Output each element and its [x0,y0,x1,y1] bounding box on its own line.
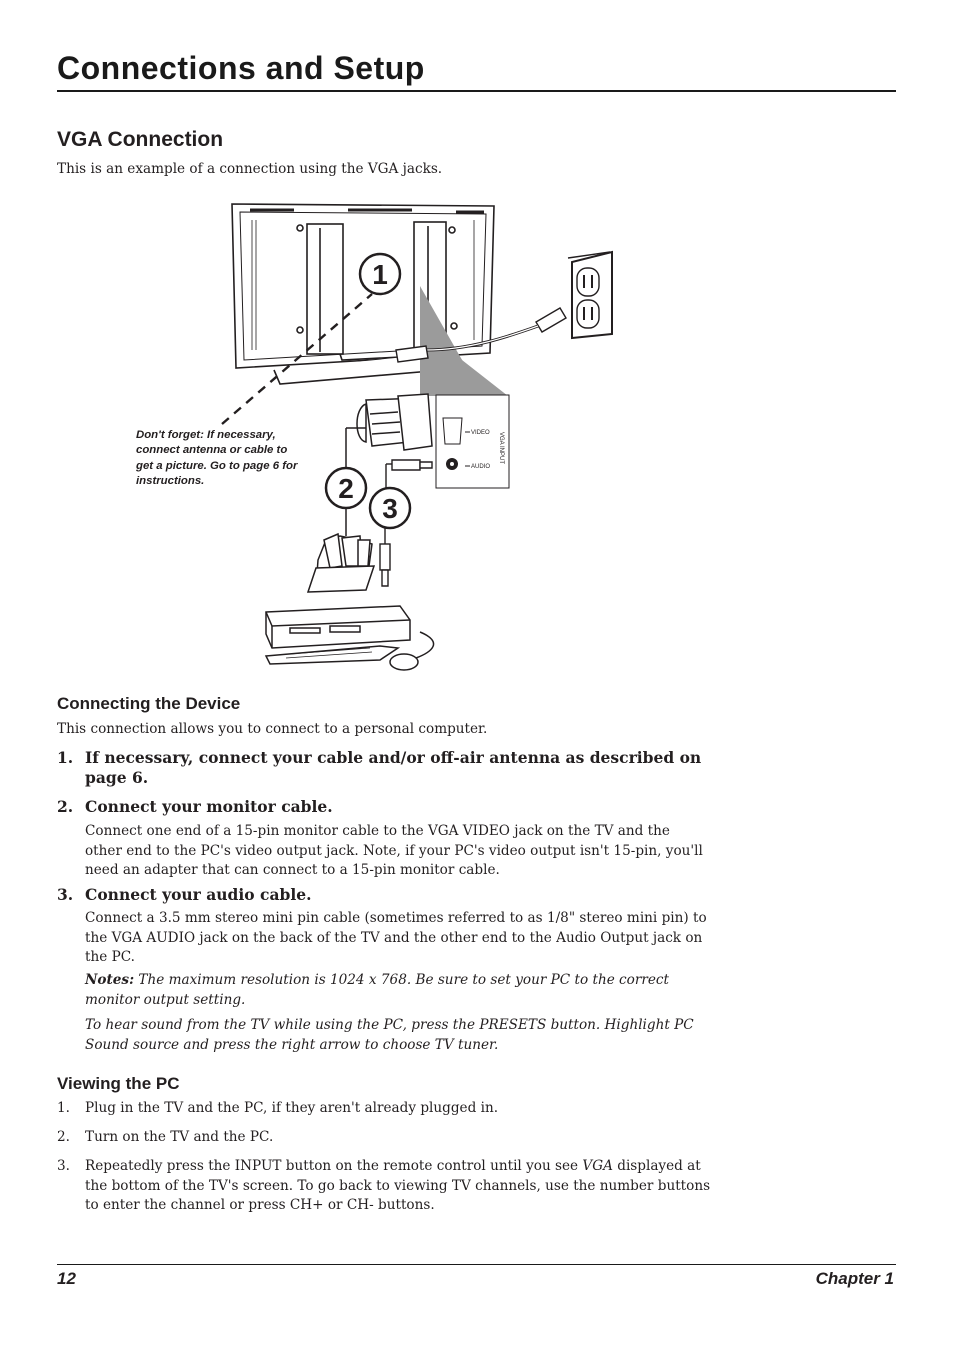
notes-text: The maximum resolution is 1024 x 768. Be sure to set your PC to the correct [134,972,669,988]
pc-audio-plug [380,524,390,586]
panel-side-label: VGA INPUT [498,432,504,465]
step-3 [57,885,737,905]
viewing-item-1 [57,1099,737,1119]
section-intro: This is an example of a connection using the VGA jacks. [57,161,443,177]
step-text: Connect your audio cable. [85,885,312,904]
item-text: Plug in the TV and the PC, if they aren't already plugged in. [85,1100,499,1116]
item-text: Repeatedly press the INPUT button on the remote control until you see [85,1158,583,1174]
body-line: need an adapter that can connect to a 15-pin monitor cable. [85,862,500,878]
viewing-item-3 [57,1157,737,1216]
item-text: displayed at [612,1158,701,1174]
step-2-body [85,822,745,881]
pc-illustration [266,606,434,670]
sound-note [85,1016,745,1055]
chapter-title: Connections and Setup [57,50,425,86]
step-1 [57,748,737,788]
step-3-label: 3 [382,493,398,524]
chapter-label: Chapter 1 [815,1269,894,1288]
viewing-item-2 [57,1128,737,1148]
item-text: the bottom of the TV's screen. To go back to viewing TV channels, use the number buttons [85,1177,711,1194]
page-number: 12 [57,1269,76,1288]
connecting-heading: Connecting the Device [57,694,241,713]
panel-video-label: VIDEO [471,430,490,436]
callout-line: get a picture. Go to page 6 for [136,459,298,472]
step-text: page 6. [85,768,149,787]
body-line: Connect a 3.5 mm stereo mini pin cable (sometimes referred to as 1/8" stereo mini pin) to [85,910,707,926]
body-line: Connect one end of a 15-pin monitor cable to the VGA VIDEO jack on the TV and the [85,823,670,839]
antenna-reminder-callout [136,428,331,490]
pc-vga-connector [308,508,374,592]
notes-text: monitor output setting. [85,991,246,1008]
footer-rule [57,1264,896,1265]
body-line: other end to the PC's video output jack. Note, if your PC's video output isn't 15-pin, you'll [85,842,703,859]
step-text: Connect your monitor cable. [85,797,333,816]
callout-line: instructions. [136,475,205,488]
vga-emphasis: VGA [582,1158,613,1174]
connecting-intro: This connection allows you to connect to a personal computer. [57,721,488,737]
body-line: the VGA AUDIO jack on the back of the TV and the other end to the Audio Output jack on [85,929,703,946]
notes-paragraph [85,971,745,1010]
viewing-heading: Viewing the PC [57,1074,180,1093]
sound-note-line: Sound source and press the right arrow to choose TV tuner. [85,1036,499,1053]
item-number: 2. [57,1129,70,1145]
body-line: the PC. [85,949,135,965]
step-1-label: 1 [372,259,388,290]
step-text: If necessary, connect your cable and/or off-air antenna as described on [85,748,702,767]
step-3-body [85,909,745,968]
item-text: Turn on the TV and the PC. [85,1129,274,1145]
step-2-label: 2 [338,473,354,504]
sound-note-line: To hear sound from the TV while using the PC, press the PRESETS button. Highlight PC [85,1017,694,1033]
callout-line: Don't forget: If necessary, [136,429,276,441]
notes-label: Notes: [85,972,135,988]
step-number: 3. [57,885,74,904]
callout-line: connect antenna or cable to [136,444,288,457]
item-number: 1. [57,1100,70,1116]
section-title: VGA Connection [57,128,224,151]
step-number: 2. [57,797,74,816]
item-text: to enter the channel or press CH+ or CH- buttons. [85,1197,435,1213]
step-number: 1. [57,748,74,767]
item-number: 3. [57,1158,70,1174]
panel-audio-label: AUDIO [471,464,491,470]
step-2 [57,797,737,817]
